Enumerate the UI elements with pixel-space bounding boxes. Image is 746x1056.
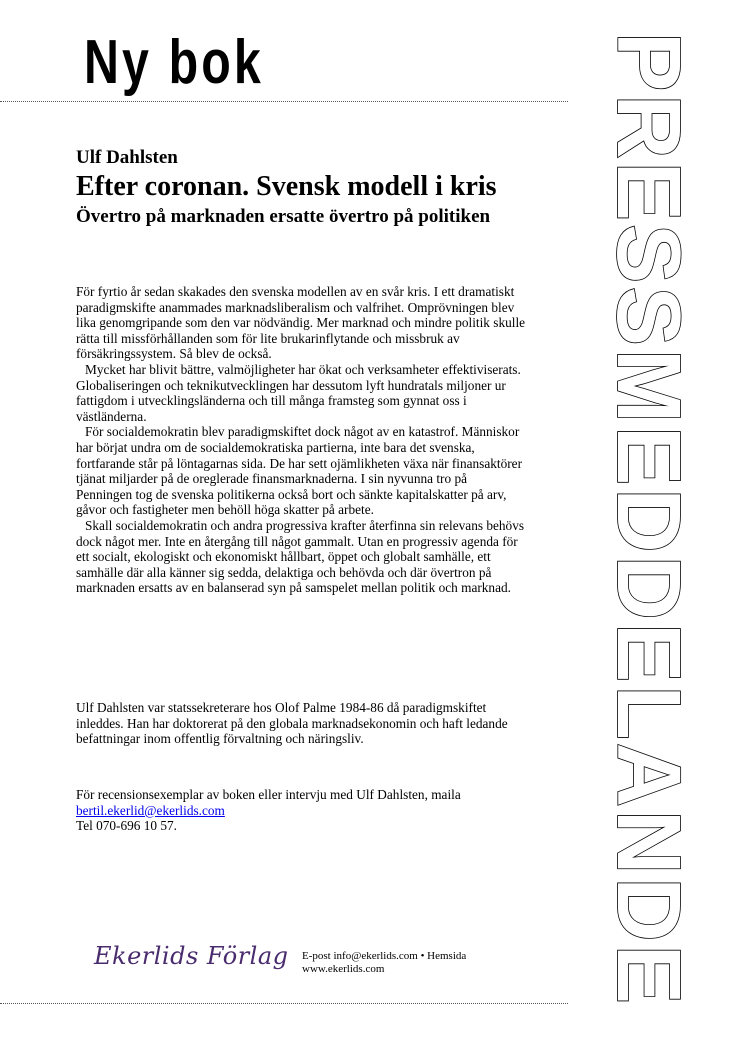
- press-release-body: [76, 284, 526, 596]
- footer-contact: [302, 950, 466, 976]
- book-author: Ulf Dahlsten: [76, 147, 178, 168]
- body-paragraph-2: Mycket har blivit bättre, valmöjligheter har ökat och verksamheter effektiviserats. Globaliseringen och teknikutvecklingen har dessutom lyft hundratals miljoner ur fattigdom i utvecklingsländerna och till många framsteg som gynnat oss i västländerna.: [76, 361, 521, 424]
- banner-text: PRESSMEDDELANDE: [598, 32, 698, 1018]
- contact-phone: Tel 070-696 10 57.: [76, 818, 177, 834]
- contact-intro: För recensionsexemplar av boken eller intervju med Ulf Dahlsten, maila: [76, 787, 461, 802]
- top-divider: [0, 101, 568, 102]
- book-subtitle: Övertro på marknaden ersatte övertro på politiken: [76, 206, 491, 227]
- body-paragraph-3: För socialdemokratin blev paradigmskiftet dock något av en katastrof. Människor har börjat undra om de socialdemokratiska partierna, inte bara det svenska, fortfarande står på löntagarnas sida. De har sett ojämlikheten växa när finansaktörer tjänat miljarder på de oreglerade finansmarknaderna. I sin nyvunna tro på Penningen tog de svenska politikerna också bort och sänkte kapitalskatter på arv, gåvor och fastigheter men behöll höga skatter på arbete.: [76, 424, 522, 518]
- contact-info: [76, 787, 526, 834]
- bottom-divider: [0, 1003, 568, 1004]
- publisher-logo: Ekerlids Förlag: [94, 942, 289, 970]
- body-paragraph-4: Skall socialdemokratin och andra progressiva krafter återfinna sin relevans behövs dock något mer. Inte en återgång till något gammalt. Utan en progressiv agenda för ett socialt, ekologiskt och ekonomiskt hållbart, öppet och globalt samhälle, ett samhälle där alla känner sig sedda, delaktiga och behövda och där övertron på marknaden ersatts av en balanserad syn på samspelet mellan politik och marknad.: [76, 517, 525, 596]
- contact-email-link[interactable]: bertil.ekerlid@ekerlids.com: [76, 802, 225, 818]
- pressmeddelande-banner: [566, 20, 716, 1020]
- footer-line-2: www.ekerlids.com: [302, 963, 385, 975]
- footer-line-1: E-post info@ekerlids.com • Hemsida: [302, 950, 467, 962]
- author-bio: Ulf Dahlsten var statssekreterare hos Olof Palme 1984-86 då paradigmskiftet inleddes. Han har doktorerat på den globala marknadsekonomin och haft ledande befattningar inom offentlig förvaltning och näringsliv.: [76, 700, 508, 747]
- body-paragraph-1: För fyrtio år sedan skakades den svenska modellen av en svår kris. I ett dramatiskt paradigmskifte anammades marknadsliberalism och valfrihet. Omprövningen blev lika genomgripande som den var nödvändig. Mer marknad och mindre politik skulle rätta till missförhållanden som för lite brukarinflytande och missbruk av försäkringssystem. Så blev de också.: [76, 284, 526, 362]
- book-title: Efter coronan. Svensk modell i kris: [76, 171, 497, 202]
- page-title: Ny bok: [84, 28, 264, 97]
